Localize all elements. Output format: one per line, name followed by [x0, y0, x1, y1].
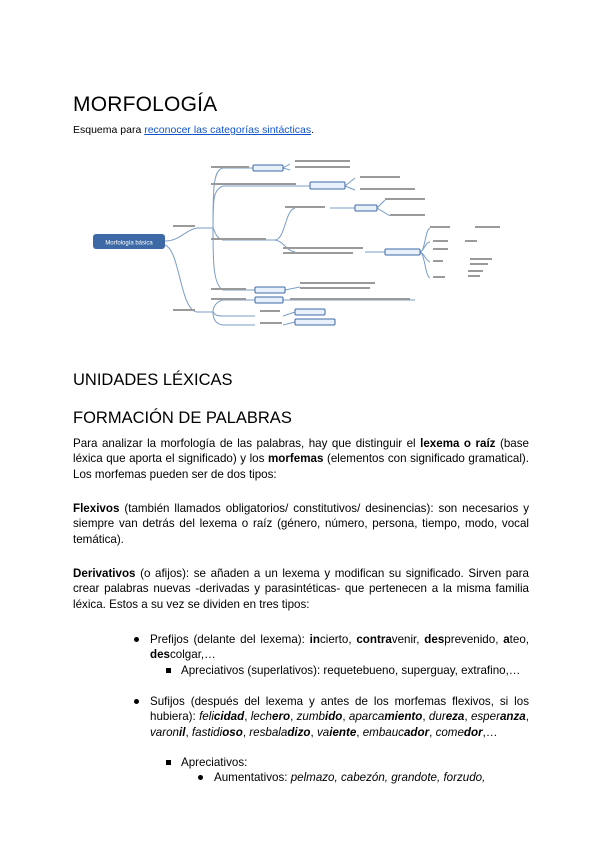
- prefix-bold: in: [309, 633, 320, 646]
- suffix-word-base: lech: [250, 710, 273, 724]
- suffix-bold: iente: [329, 725, 357, 739]
- prefix-rest: venir,: [391, 633, 425, 646]
- prefix-rest: cierto,: [319, 633, 357, 646]
- suffix-sep: ,: [342, 710, 349, 724]
- suffix-word-base: dur: [428, 710, 446, 724]
- suffix-bold: anza: [499, 710, 526, 724]
- sufijos-lead: Sufijos (después del lexema y antes de los morfemas flexivos, si los hubiera):: [150, 695, 529, 724]
- suffix-sep: ,: [185, 725, 192, 739]
- para1-text-1: Para analizar la morfología de las palabras, hay que distinguir el: [73, 437, 421, 450]
- bullet-dot: [134, 699, 139, 704]
- intro-suffix: .: [311, 124, 315, 136]
- syntactic-categories-link[interactable]: reconocer las categorías sintácticas: [144, 124, 312, 136]
- suffix-bold: eza: [445, 710, 465, 724]
- paragraph-derivativos: [73, 566, 529, 612]
- mindmap-root-label: Morfología básica: [105, 240, 153, 247]
- suffix-word-base: fastidi: [191, 725, 223, 739]
- para1-text-2: (base léxica que aporta el significado) y los: [73, 437, 529, 466]
- suffix-sep: ,: [290, 710, 297, 724]
- list-item-sufijos: [150, 694, 529, 740]
- para2-bold-flexivos: Flexivos: [73, 502, 120, 515]
- prefix-rest: colgar,…: [169, 648, 216, 662]
- suffix-word-base: va: [316, 725, 330, 739]
- aumentativos-lead: Aumentativos:: [214, 771, 291, 784]
- suffix-bold: il: [179, 725, 186, 739]
- suffix-sep: ,: [356, 725, 363, 739]
- suffix-word-base: embauc: [362, 725, 404, 739]
- prefix-bold: a: [503, 633, 510, 646]
- suffix-word-base: aparca: [348, 710, 385, 724]
- suffix-word-base: esper: [470, 710, 500, 724]
- suffix-sep: ,: [244, 710, 251, 724]
- suffix-word-base: resbala: [249, 725, 288, 739]
- para3-bold-derivativos: Derivativos: [73, 567, 136, 580]
- suffix-sep: ,: [422, 710, 429, 724]
- intro-prefix: Esquema para: [73, 124, 145, 136]
- suffix-bold: dor: [463, 725, 483, 739]
- suffix-sep: ,: [525, 710, 529, 724]
- suffix-bold: ero: [272, 710, 291, 724]
- prefijos-lead: Prefijos (delante del lexema):: [150, 633, 310, 646]
- prefix-bold: des: [150, 648, 170, 662]
- prefix-rest: teo,: [509, 633, 530, 646]
- heading-formacion-palabras: FORMACIÓN DE PALABRAS: [73, 409, 292, 427]
- list-item-aumentativos: [214, 770, 534, 785]
- suffix-sep: ,: [310, 725, 317, 739]
- suffix-sep: ,: [429, 725, 436, 739]
- para3-text: (o afijos): se añaden a un lexema y modifican su significado. Sirven para crear palabras nuevas -derivadas y parasintéticas- que pertenecen a la misma familia léxica. Estos a su vez se dividen en tres tipos:: [73, 567, 529, 611]
- prefix-rest: prevenido,: [444, 633, 504, 646]
- suffix-sep: ,: [242, 725, 250, 739]
- paragraph-lexema-morfemas: [73, 436, 529, 482]
- suffix-word-base: zumb: [296, 710, 325, 724]
- suffix-bold: miento: [384, 710, 423, 724]
- list-item-prefijos: [150, 632, 529, 663]
- paragraph-flexivos: [73, 501, 529, 547]
- suffix-bold: dizo: [287, 725, 311, 739]
- aumentativos-examples: pelmazo, cabezón, grandote, forzudo,: [290, 771, 486, 784]
- bullet-dot: [134, 637, 139, 642]
- para1-bold-morfemas: morfemas: [267, 452, 324, 466]
- prefix-bold: des: [424, 633, 445, 646]
- para1-text-3: (elementos con significado gramatical). Los morfemas pueden ser de dos tipos:: [73, 452, 529, 481]
- suffix-bold: cidad: [213, 710, 245, 724]
- bullet-square: [166, 760, 171, 765]
- suffix-bold: ido: [324, 710, 343, 724]
- suffix-word-base: varon: [150, 725, 180, 739]
- suffix-word-base: feli: [199, 710, 214, 724]
- heading-unidades-lexicas: UNIDADES LÉXICAS: [73, 371, 233, 389]
- prefix-bold: contra: [356, 633, 392, 646]
- suffix-bold: ador: [403, 725, 430, 739]
- para1-bold-lexema: lexema o raíz: [420, 437, 496, 450]
- suffix-tail: ,…: [482, 725, 498, 739]
- page-title: MORFOLOGÍA: [73, 93, 218, 116]
- morphology-mindmap: [85, 150, 535, 340]
- suffix-sep: ,: [464, 710, 471, 724]
- suffix-bold: oso: [222, 725, 243, 739]
- suffix-word-base: come: [435, 725, 464, 739]
- list-item-apreciativos: Apreciativos:: [181, 756, 248, 769]
- bullet-square: [166, 668, 171, 673]
- bullet-dot: [198, 775, 203, 780]
- list-item-apreciativos-superlativos: Apreciativos (superlativos): requetebueno, superguay, extrafino,…: [181, 664, 521, 677]
- intro-line: [73, 124, 314, 136]
- para2-text: (también llamados obligatorios/ constitutivos/ desinencias): son necesarios y siempre van detrás del lexema o raíz (género, número, persona, tiempo, modo, vocal temática).: [73, 502, 529, 546]
